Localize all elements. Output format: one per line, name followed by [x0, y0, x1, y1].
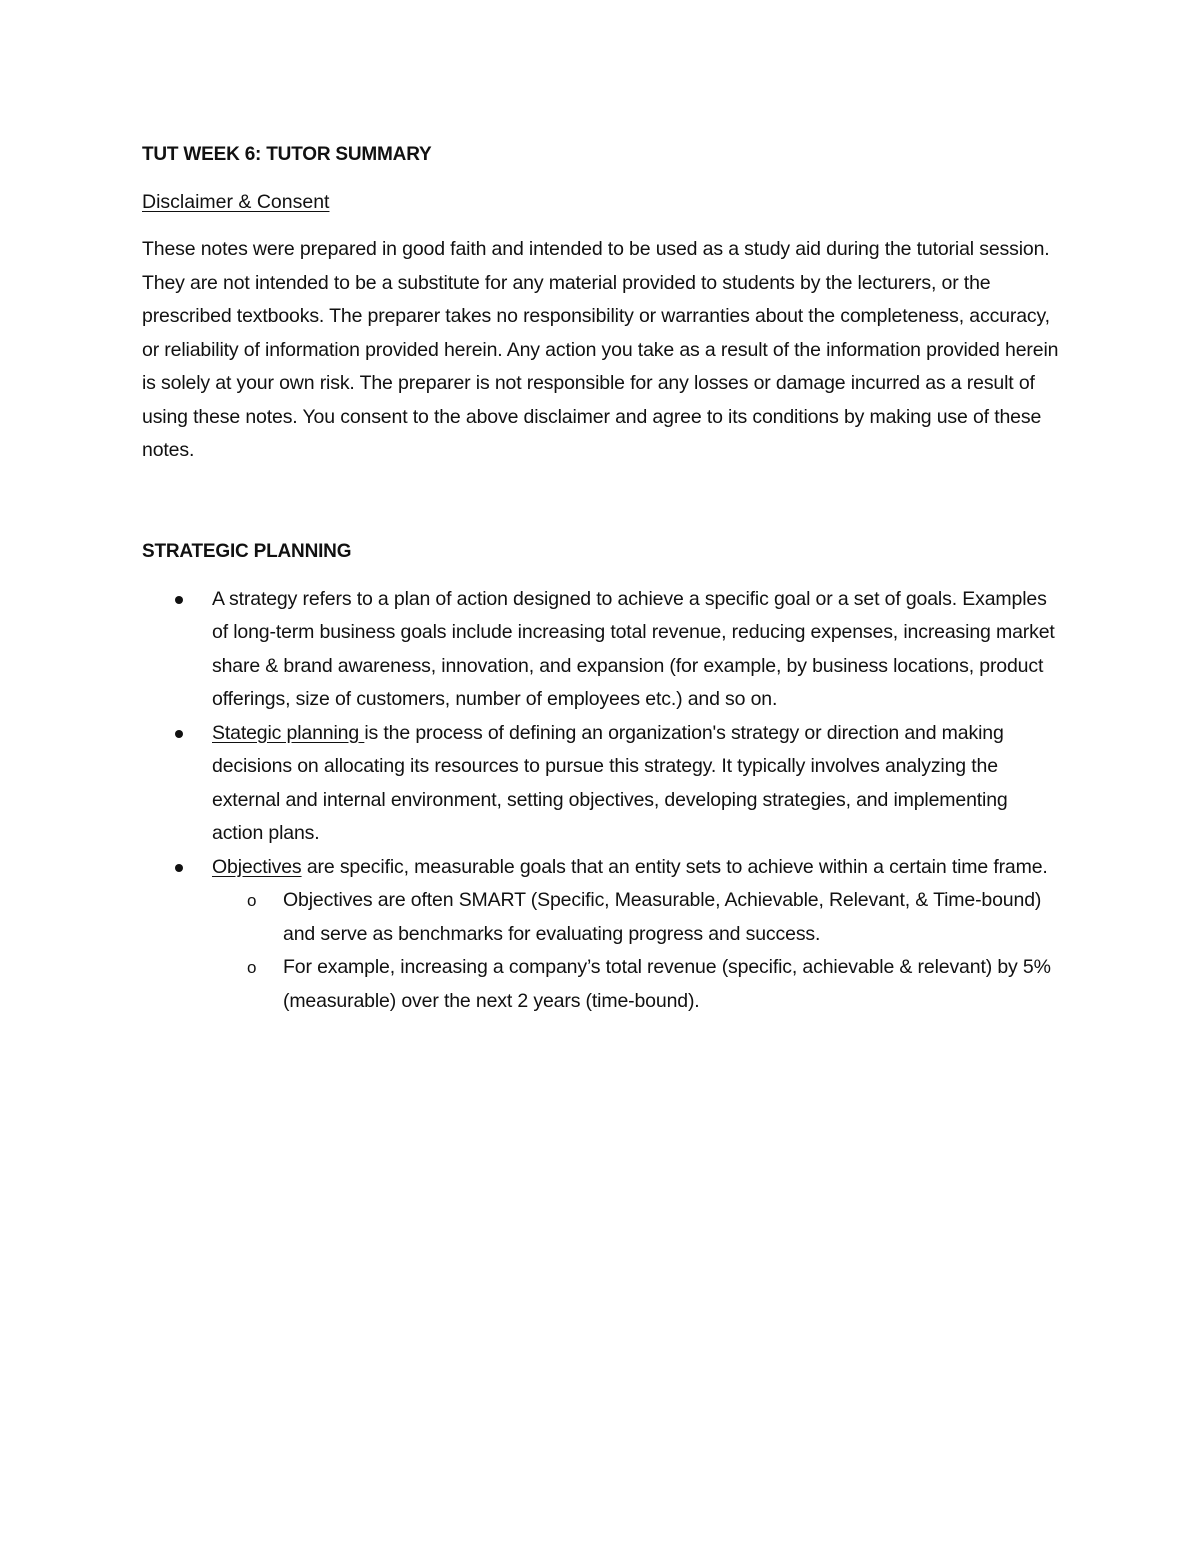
bullet-text: is the process of defining an organization's strategy or direction and making decisions on allocating its resources to pursue this strategy. It typically involves analyzing the external and internal environment, setting objectives, developing strategies, and implementing action plans. [212, 721, 1008, 844]
list-item [142, 717, 1060, 851]
section-title-strategic-planning: STRATEGIC PLANNING [142, 540, 352, 562]
disclaimer-heading [142, 185, 1060, 219]
bullet-icon [175, 730, 183, 738]
sub-bullet-text: For example, increasing a company’s total revenue (specific, achievable & relevant) by 5% (measurable) over the next 2 years (time-bound). [283, 956, 1051, 1012]
sub-list-item [212, 951, 1060, 1018]
sub-bullet-text: Objectives are often SMART (Specific, Measurable, Achievable, Relevant, & Time-bound) and serve as benchmarks for evaluating progress and success. [283, 889, 1042, 945]
hollow-bullet-icon: o [247, 891, 257, 910]
document-title: TUT WEEK 6: TUTOR SUMMARY [142, 144, 432, 165]
bullet-term-strategic-planning: Stategic planning [212, 721, 365, 744]
bullet-term-objectives: Objectives [212, 855, 302, 878]
bullet-icon [175, 864, 183, 872]
list-item [142, 583, 1060, 717]
objectives-sub-list [212, 884, 1060, 1018]
bullet-text: are specific, measurable goals that an entity sets to achieve within a certain time frame. [301, 855, 1048, 878]
hollow-bullet-icon: o [247, 958, 257, 977]
bullet-icon [175, 596, 183, 604]
strategic-planning-list [142, 583, 1060, 1019]
disclaimer-paragraph: These notes were prepared in good faith and intended to be used as a study aid during the tutorial session. They are not intended to be a substitute for any material provided to students by the lecturers, or the prescribed textbooks. The preparer takes no responsibility or warranties about the completeness, accuracy, or reliability of information provided herein. Any action you take as a result of the information provided herein is solely at your own risk. The preparer is not responsible for any losses or damage incurred as a result of using these notes. You consent to the above disclaimer and agree to its conditions by making use of these notes. [142, 238, 1059, 461]
list-item [142, 851, 1060, 1019]
disclaimer-heading-text: Disclaimer & Consent [142, 191, 330, 213]
sub-list-item [212, 884, 1060, 951]
bullet-text: A strategy refers to a plan of action designed to achieve a specific goal or a set of goals. Examples of long-term business goals include increasing total revenue, reducing expenses, increasing market share & brand awareness, innovation, and expansion (for example, by business locations, product offerings, size of customers, number of employees etc.) and so on. [212, 587, 1055, 710]
